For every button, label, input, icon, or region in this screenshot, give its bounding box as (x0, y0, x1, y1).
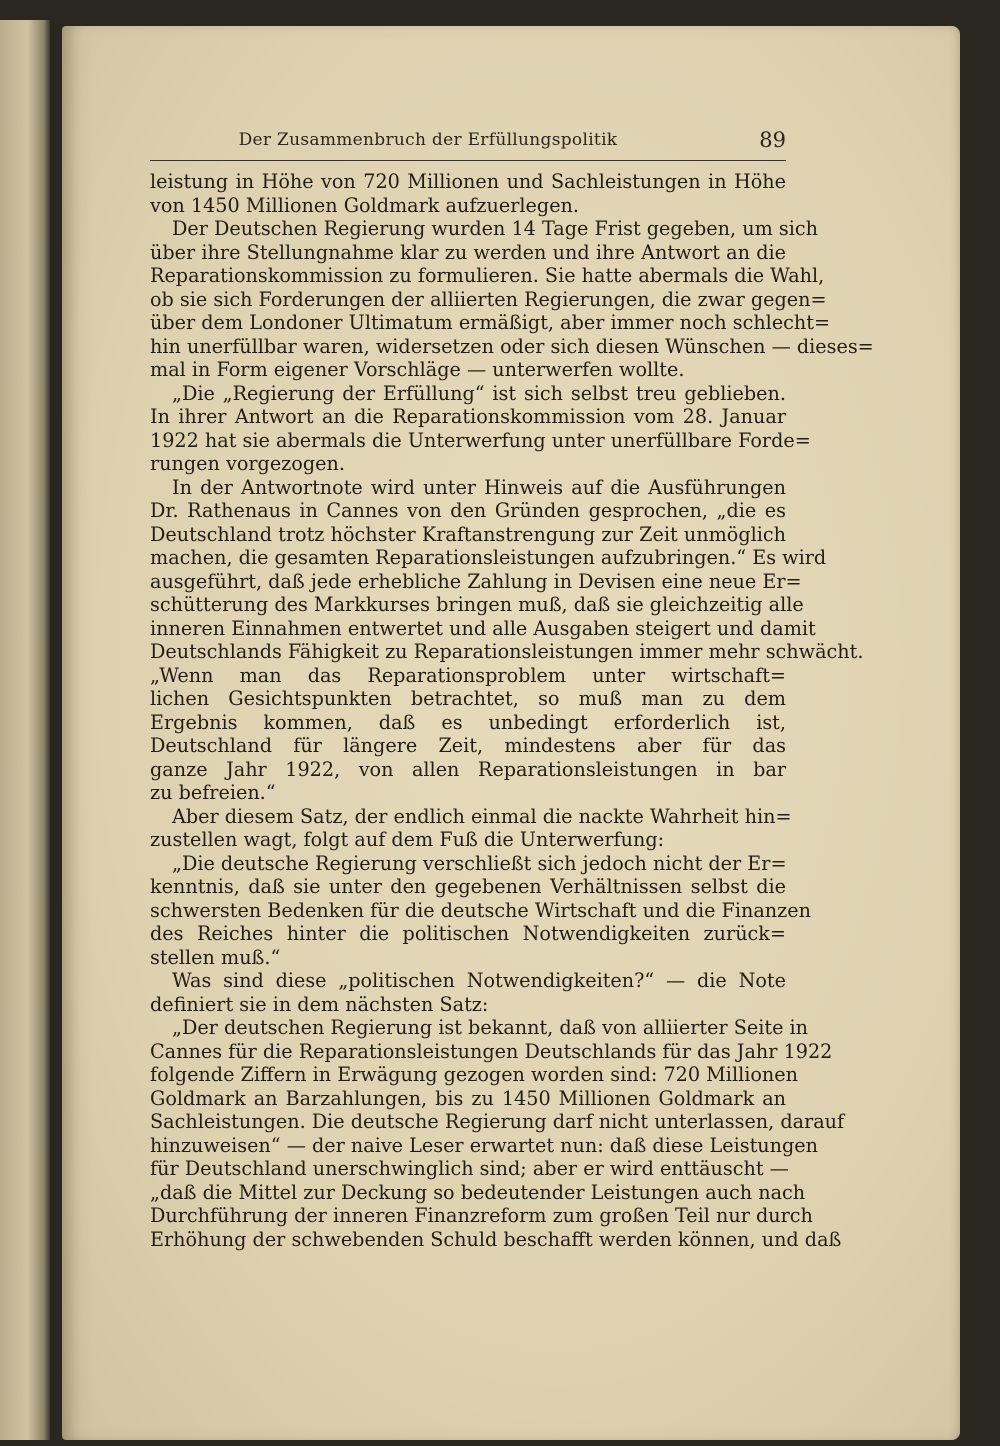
text-line: machen, die gesamten Reparationsleistungen aufzubringen.“ Es wird (150, 546, 827, 569)
text-line: ganze Jahr 1922, von allen Reparationsleistungen in bar (150, 757, 786, 781)
text-line: ob sie sich Forderungen der alliierten Regierungen, die zwar gegen= (150, 287, 827, 311)
text-line: folgende Ziffern in Erwägung gezogen worden sind: 720 Millionen (150, 1063, 798, 1086)
text-line: „daß die Mittel zur Deckung so bedeutender Leistungen auch nach (150, 1180, 806, 1204)
paragraph (150, 381, 811, 476)
text-line: „Wenn man das Reparationsproblem unter wirtschaft= (150, 663, 786, 687)
text-line: Reparationskommission zu formulieren. Sie hatte abermals die Wahl, (150, 264, 825, 287)
text-line: Cannes für die Reparationsleistungen Deutschlands für das Jahr 1922 (150, 1039, 833, 1063)
text-line: stellen muß.“ (150, 945, 281, 969)
text-line: des Reiches hinter die politischen Notwendigkeiten zurück= (150, 922, 786, 945)
text-line: hinzuweisen“ — der naive Leser erwartet nun: daß diese Leistungen (150, 1133, 818, 1157)
text-line: Der Deutschen Regierung wurden 14 Tage Frist gegeben, um sich (172, 217, 818, 240)
text-line: kenntnis, daß sie unter den gegebenen Verhältnissen selbst die (150, 875, 786, 898)
text-line: In der Antwortnote wird unter Hinweis auf die Ausführungen (172, 475, 786, 499)
running-head-title: Der Zusammenbruch der Erfüllungspolitik (238, 130, 618, 150)
text-line: inneren Einnahmen entwertet und alle Ausgaben steigert und damit (150, 616, 816, 640)
text-line: Deutschland für längere Zeit, mindestens aber für das (150, 734, 786, 757)
text-line: Sachleistungen. Die deutsche Regierung darf nicht unterlassen, darauf (150, 1110, 845, 1133)
paragraph (150, 170, 786, 217)
text-line: In ihrer Antwort an die Reparationskommission vom 28. Januar (150, 405, 786, 428)
page-number: 89 (759, 128, 786, 152)
text-line: Goldmark an Barzahlungen, bis zu 1450 Millionen Goldmark an (150, 1086, 786, 1110)
text-line: für Deutschland unerschwinglich sind; aber er wird enttäuscht — (150, 1157, 789, 1180)
text-line: ausgeführt, daß jede erhebliche Zahlung in Devisen eine neue Er= (150, 569, 802, 593)
text-line: Ergebnis kommen, daß es unbedingt erforderlich ist, (150, 710, 786, 734)
text-line: Dr. Rathenaus in Cannes von den Gründen gesprochen, „die es (150, 499, 786, 522)
text-line: Deutschlands Fähigkeit zu Reparationsleistungen immer mehr schwächt. (150, 640, 864, 663)
text-line: lichen Gesichtspunkten betrachtet, so muß man zu dem (150, 687, 786, 710)
text-line: „Die „Regierung der Erfüllung“ ist sich selbst treu geblieben. (172, 381, 786, 405)
body-text (150, 170, 874, 1251)
paragraph (150, 475, 864, 805)
paragraph (150, 217, 874, 382)
text-line: „Der deutschen Regierung ist bekannt, daß von alliierter Seite in (172, 1016, 809, 1039)
text-line: Durchführung der inneren Finanzreform zum großen Teil nur durch (150, 1204, 813, 1227)
text-line: Aber diesem Satz, der endlich einmal die nackte Wahrheit hin= (172, 804, 792, 828)
text-line: zu befreien.“ (150, 781, 276, 804)
text-line: definiert sie in dem nächsten Satz: (150, 992, 489, 1016)
text-line: „Die deutsche Regierung verschließt sich jedoch nicht der Er= (172, 851, 787, 875)
paragraph (150, 1016, 845, 1251)
text-line: hin unerfüllbar waren, widersetzen oder sich diesen Wünschen — dieses= (150, 334, 874, 358)
text-line: Deutschland trotz höchster Kraftanstrengung zur Zeit unmöglich (150, 522, 786, 546)
text-line: leistung in Höhe von 720 Millionen und Sachleistungen in Höhe (150, 170, 786, 193)
text-line: über dem Londoner Ultimatum ermäßigt, aber immer noch schlecht= (150, 311, 831, 334)
text-line: Was sind diese „politischen Notwendigkeiten?“ — die Note (172, 969, 786, 992)
paragraph (150, 804, 792, 852)
left-page-edge (0, 20, 50, 1440)
text-line: von 1450 Millionen Goldmark aufzuerlegen. (150, 193, 580, 217)
text-line: schwersten Bedenken für die deutsche Wirtschaft und die Finanzen (150, 898, 811, 922)
header-rule (150, 160, 786, 161)
running-head (150, 128, 786, 156)
text-line: schütterung des Markkurses bringen muß, daß sie gleichzeitig alle (150, 593, 804, 616)
text-line: rungen vorgezogen. (150, 452, 345, 475)
text-line: Erhöhung der schwebenden Schuld beschafft werden können, und daß (150, 1227, 842, 1251)
text-line: mal in Form eigener Vorschläge — unterwerfen wollte. (150, 358, 685, 381)
text-line: 1922 hat sie abermals die Unterwerfung unter unerfüllbare Forde= (150, 428, 811, 452)
paragraph (150, 969, 786, 1016)
paragraph (150, 851, 811, 970)
text-line: über ihre Stellungnahme klar zu werden und ihre Antwort an die (150, 240, 786, 264)
text-line: zustellen wagt, folgt auf dem Fuß die Unterwerfung: (150, 828, 665, 851)
